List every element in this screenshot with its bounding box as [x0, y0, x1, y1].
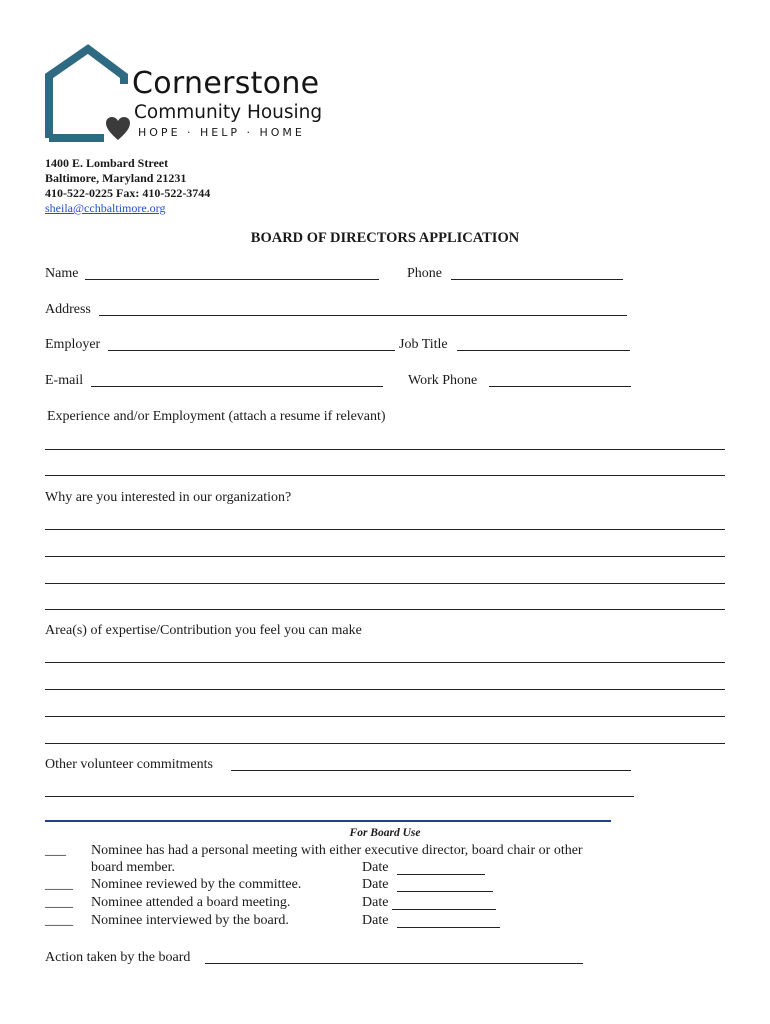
board-date-label: Date	[362, 877, 389, 892]
job-title-field[interactable]	[457, 350, 630, 351]
board-date-field-3[interactable]	[392, 909, 496, 910]
why-interested-line[interactable]	[45, 556, 725, 557]
expertise-prompt: Area(s) of expertise/Contribution you feel you can make	[45, 623, 362, 638]
email-label: E-mail	[45, 373, 84, 388]
expertise-line[interactable]	[45, 743, 725, 744]
contact-city: Baltimore, Maryland 21231	[45, 171, 187, 185]
why-interested-prompt: Why are you interested in our organization?	[45, 490, 292, 505]
board-item-2: Nominee reviewed by the committee.	[91, 877, 302, 892]
why-interested-line[interactable]	[45, 583, 725, 584]
board-item-1: Nominee has had a personal meeting with either executive director, board chair or other	[91, 843, 583, 858]
board-item-1-cont: board member.	[91, 860, 175, 875]
board-check-4[interactable]: ____	[45, 913, 73, 928]
work-phone-field[interactable]	[489, 386, 631, 387]
name-label: Name	[45, 266, 79, 281]
why-interested-line[interactable]	[45, 529, 725, 530]
house-logo-icon	[40, 44, 140, 142]
other-commitments-line[interactable]	[45, 796, 634, 797]
logo-name-line1: Cornerstone	[132, 66, 320, 101]
board-item-4: Nominee interviewed by the board.	[91, 913, 289, 928]
board-date-field-2[interactable]	[397, 891, 493, 892]
board-check-1[interactable]: ___	[45, 843, 66, 858]
contact-block	[45, 156, 210, 216]
contact-email-link[interactable]: sheila@cchbaltimore.org	[45, 201, 166, 215]
employer-field[interactable]	[108, 350, 395, 351]
name-field[interactable]	[85, 279, 379, 280]
board-date-label: Date	[362, 895, 389, 910]
experience-line[interactable]	[45, 475, 725, 476]
employer-label: Employer	[45, 337, 101, 352]
phone-label: Phone	[407, 266, 442, 281]
other-commitments-field[interactable]	[231, 770, 631, 771]
email-field[interactable]	[91, 386, 383, 387]
board-use-heading: For Board Use	[349, 827, 421, 839]
expertise-line[interactable]	[45, 716, 725, 717]
board-check-2[interactable]: ____	[45, 877, 73, 892]
contact-phones: 410-522-0225 Fax: 410-522-3744	[45, 186, 211, 200]
board-date-field-4[interactable]	[397, 927, 500, 928]
logo-tagline: HOPE · HELP · HOME	[138, 126, 305, 139]
board-date-label: Date	[362, 913, 389, 928]
action-taken-field[interactable]	[205, 963, 583, 964]
phone-field[interactable]	[451, 279, 623, 280]
experience-line[interactable]	[45, 449, 725, 450]
board-date-label: Date	[362, 860, 389, 875]
expertise-line[interactable]	[45, 689, 725, 690]
experience-prompt: Experience and/or Employment (attach a resume if relevant)	[47, 409, 386, 424]
form-title: BOARD OF DIRECTORS APPLICATION	[250, 230, 520, 246]
expertise-line[interactable]	[45, 662, 725, 663]
board-use-divider	[45, 820, 611, 822]
work-phone-label: Work Phone	[408, 373, 478, 388]
board-date-field-1[interactable]	[397, 874, 485, 875]
address-field[interactable]	[99, 315, 627, 316]
board-check-3[interactable]: ____	[45, 895, 73, 910]
board-item-3: Nominee attended a board meeting.	[91, 895, 291, 910]
other-commitments-prompt: Other volunteer commitments	[45, 757, 213, 772]
logo-name-line2: Community Housing	[134, 102, 323, 123]
action-taken-label: Action taken by the board	[45, 950, 191, 965]
address-label: Address	[45, 302, 91, 317]
why-interested-line[interactable]	[45, 609, 725, 610]
job-title-label: Job Title	[399, 337, 448, 352]
contact-street: 1400 E. Lombard Street	[45, 156, 169, 170]
